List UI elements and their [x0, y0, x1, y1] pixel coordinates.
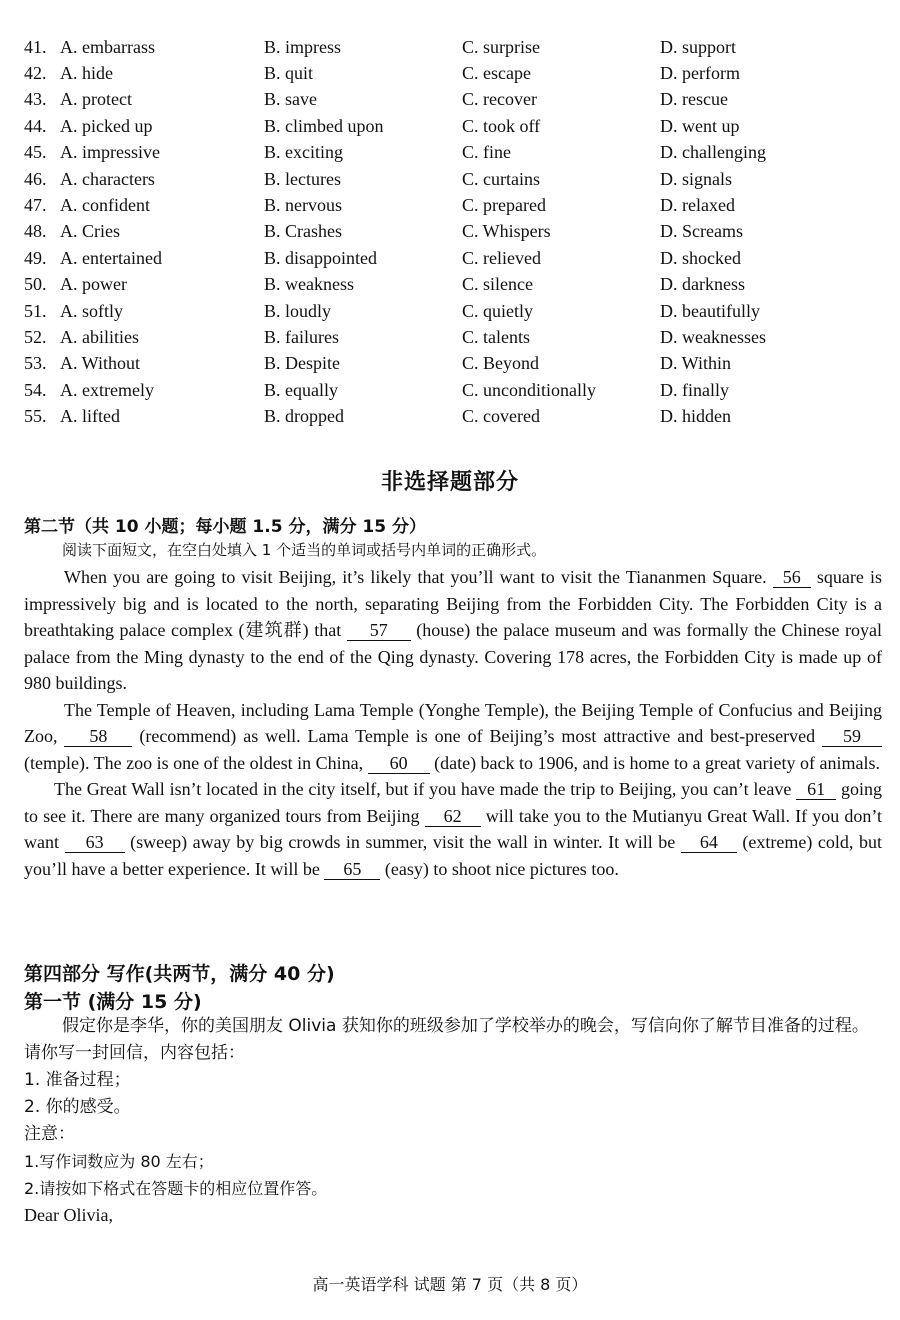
question-number-option-a	[24, 327, 264, 348]
option-a: A. lifted	[60, 406, 120, 427]
question-number: 51.	[24, 300, 47, 321]
option-b: B. dropped	[264, 406, 344, 427]
paragraph-1: When you are going to visit Beijing, it’s likely that you’ll want to visit the Tiananmen Square. 56 square is impressively big and is located to the north, separating Beijing from the Forbidden City. The Forbidden City is a breathtaking palace complex (建筑群) that 57 (house) the palace museum and was formally the Chinese royal palace from the Ming dynasty to the end of the Qing dynasty. Covering 178 acres, the Forbidden City is made up of 980 buildings.	[24, 567, 882, 693]
blank-61: 61	[796, 779, 836, 800]
option-c: C. unconditionally	[462, 379, 596, 400]
question-number-option-a	[24, 63, 264, 84]
option-c: C. fine	[462, 142, 511, 163]
option-c: C. Beyond	[462, 353, 540, 374]
writing-item-2: 2. 你的感受。	[24, 1097, 131, 1117]
option-b: B. failures	[264, 326, 339, 347]
option-b: B. climbed upon	[264, 115, 384, 136]
question-number-option-a	[24, 380, 264, 401]
question-number: 50.	[24, 274, 47, 295]
question-row	[24, 272, 894, 298]
writing-item-1: 1. 准备过程；	[24, 1070, 131, 1090]
option-c: C. curtains	[462, 168, 540, 189]
question-number-option-a	[24, 169, 264, 190]
option-d: D. rescue	[660, 89, 728, 110]
option-b: B. Crashes	[264, 221, 342, 242]
question-number: 54.	[24, 379, 47, 400]
question-number-option-a	[24, 116, 264, 137]
writing-task	[24, 1013, 884, 1229]
option-d: D. relaxed	[660, 195, 735, 216]
question-number: 49.	[24, 247, 47, 268]
question-number: 44.	[24, 115, 47, 136]
paragraph-2: The Temple of Heaven, including Lama Temple (Yonghe Temple), the Beijing Temple of Confucius and Beijing Zoo, 58 (recommend) as well. Lama Temple is one of Beijing’s most attractive and best-preserved 59 (temple). The zoo is one of the oldest in China, 60 (date) back to 1906, and is home to a great variety of animals.	[24, 699, 882, 773]
blank-60: 60	[368, 753, 430, 774]
question-row	[24, 34, 894, 60]
option-d: D. shocked	[660, 247, 741, 268]
option-d: D. finally	[660, 379, 729, 400]
question-number: 47.	[24, 195, 47, 216]
question-number-option-a	[24, 353, 264, 374]
question-number-option-a	[24, 37, 264, 58]
question-number: 45.	[24, 142, 47, 163]
option-c: C. surprise	[462, 36, 540, 57]
option-d: D. weaknesses	[660, 326, 766, 347]
option-c: C. quietly	[462, 300, 533, 321]
option-b: B. save	[264, 89, 317, 110]
option-a: A. Without	[60, 353, 140, 374]
option-b: B. equally	[264, 379, 338, 400]
question-number: 46.	[24, 168, 47, 189]
question-number-option-a	[24, 221, 264, 242]
option-c: C. took off	[462, 115, 541, 136]
question-row	[24, 351, 894, 377]
blank-56: 56	[773, 567, 811, 588]
question-row	[24, 113, 894, 139]
option-c: C. escape	[462, 63, 531, 84]
question-number-option-a	[24, 301, 264, 322]
option-a: A. embarrass	[60, 36, 155, 57]
question-row	[24, 166, 894, 192]
option-d: D. support	[660, 36, 736, 57]
writing-section-title: 第一节 (满分 15 分)	[24, 991, 202, 1013]
option-b: B. loudly	[264, 300, 332, 321]
question-number-option-a	[24, 274, 264, 295]
question-number: 52.	[24, 326, 47, 347]
option-c: C. relieved	[462, 247, 541, 268]
question-row	[24, 87, 894, 113]
question-number: 41.	[24, 36, 47, 57]
option-b: B. impress	[264, 36, 342, 57]
question-number: 48.	[24, 221, 47, 242]
option-d: D. hidden	[660, 406, 731, 427]
blank-64: 64	[681, 832, 737, 853]
page-footer: 高一英语学科 试题 第 7 页（共 8 页）	[312, 1275, 588, 1294]
option-a: A. hide	[60, 63, 113, 84]
blank-65: 65	[324, 859, 380, 880]
option-a: A. Cries	[60, 221, 120, 242]
question-number: 55.	[24, 406, 47, 427]
option-d: D. perform	[660, 63, 740, 84]
blank-59: 59	[822, 726, 882, 747]
option-d: D. Screams	[660, 221, 743, 242]
question-number: 43.	[24, 89, 47, 110]
option-b: B. weakness	[264, 274, 354, 295]
question-row	[24, 377, 894, 403]
instruction: 阅读下面短文，在空白处填入 1 个适当的单词或括号内单词的正确形式。	[62, 541, 547, 559]
option-b: B. lectures	[264, 168, 341, 189]
option-b: B. nervous	[264, 195, 342, 216]
option-d: D. went up	[660, 115, 740, 136]
option-a: A. characters	[60, 168, 155, 189]
options-table	[24, 34, 894, 430]
question-row	[24, 245, 894, 271]
option-d: D. beautifully	[660, 300, 760, 321]
blank-62: 62	[425, 806, 481, 827]
writing-part-title: 第四部分 写作(共两节，满分 40 分)	[24, 963, 335, 985]
option-d: D. Within	[660, 353, 731, 374]
option-c: C. talents	[462, 326, 530, 347]
option-a: A. confident	[60, 195, 150, 216]
question-row	[24, 60, 894, 86]
option-d: D. darkness	[660, 274, 745, 295]
blank-58: 58	[64, 726, 132, 747]
option-d: D. challenging	[660, 142, 766, 163]
option-a: A. extremely	[60, 379, 154, 400]
option-c: C. Whispers	[462, 221, 551, 242]
option-a: A. protect	[60, 89, 132, 110]
blank-57: 57	[347, 620, 411, 641]
question-row	[24, 324, 894, 350]
option-c: C. silence	[462, 274, 533, 295]
question-row	[24, 192, 894, 218]
blank-63: 63	[65, 832, 125, 853]
question-number-option-a	[24, 248, 264, 269]
option-b: B. Despite	[264, 353, 340, 374]
section-heading: 非选择题部分	[380, 470, 519, 495]
passage	[24, 564, 882, 882]
option-b: B. quit	[264, 63, 314, 84]
sub-heading: 第二节（共 10 小题；每小题 1.5 分，满分 15 分）	[24, 517, 426, 537]
question-number: 42.	[24, 63, 47, 84]
option-c: C. prepared	[462, 195, 546, 216]
option-a: A. abilities	[60, 326, 139, 347]
option-c: C. recover	[462, 89, 537, 110]
option-b: B. disappointed	[264, 247, 377, 268]
option-a: A. softly	[60, 300, 123, 321]
question-number: 53.	[24, 353, 47, 374]
question-number-option-a	[24, 142, 264, 163]
note-label: 注意：	[24, 1124, 75, 1144]
question-number-option-a	[24, 89, 264, 110]
option-c: C. covered	[462, 406, 540, 427]
writing-prompt: 假定你是李华，你的美国朋友 Olivia 获知你的班级参加了学校举办的晚会，写信向你了解节目准备的过程。请你写一封回信，内容包括：	[24, 1016, 869, 1063]
option-b: B. exciting	[264, 142, 343, 163]
note-1: 1.写作词数应为 80 左右；	[24, 1152, 214, 1171]
note-2: 2.请按如下格式在答题卡的相应位置作答。	[24, 1179, 328, 1198]
option-a: A. impressive	[60, 142, 160, 163]
question-row	[24, 219, 894, 245]
option-a: A. entertained	[60, 247, 162, 268]
letter-salutation: Dear Olivia,	[24, 1205, 113, 1225]
option-a: A. picked up	[60, 115, 153, 136]
question-number-option-a	[24, 406, 264, 427]
question-row	[24, 403, 894, 429]
question-number-option-a	[24, 195, 264, 216]
option-a: A. power	[60, 274, 127, 295]
option-d: D. signals	[660, 168, 732, 189]
question-row	[24, 298, 894, 324]
question-row	[24, 140, 894, 166]
paragraph-3: The Great Wall isn’t located in the city itself, but if you have made the trip to Beijing, you can’t leave 61 going to see it. There are many organized tours from Beijing 62 will take you to the Mutianyu Great Wall. If you don’t want 63 (sweep) away by big crowds in summer, visit the wall in winter. It will be 64 (extreme) cold, but you’ll have a better experience. It will be 65 (easy) to shoot nice pictures too.	[24, 779, 882, 879]
